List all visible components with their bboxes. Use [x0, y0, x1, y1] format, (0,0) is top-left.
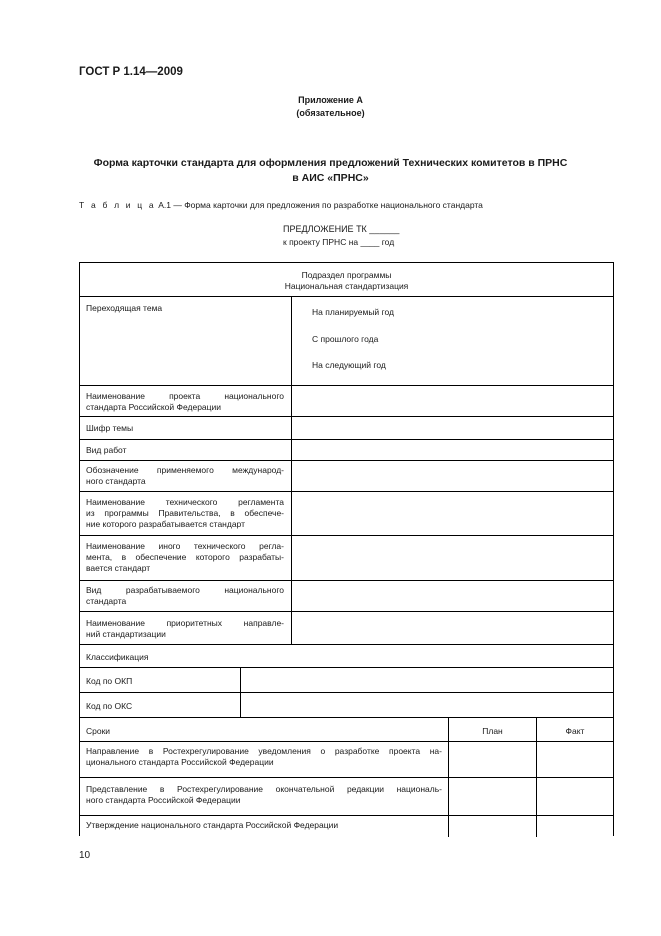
option-previous-year: С прошлого года — [312, 334, 379, 344]
option-next-year: На следующий год — [312, 360, 386, 370]
oks-code-label: Код по ОКС — [86, 701, 133, 711]
okp-code-label: Код по ОКП — [86, 676, 133, 686]
priority-directions-label-line2: ний стандартизации — [86, 629, 166, 639]
proposal-title: ПРЕДЛОЖЕНИЕ ТК ______ — [283, 224, 400, 234]
gov-regulation-label-line2: из программы Правительства, в обеспече- — [86, 508, 284, 518]
national-standardization-label: Национальная стандартизация — [284, 281, 409, 291]
project-name-label-line1: Наименование проекта национального — [86, 391, 284, 401]
option-planned-year: На планируемый год — [312, 307, 394, 317]
standard-type-label-line1: Вид разрабатываемого национального — [86, 585, 284, 595]
term-notification-line1: Направление в Ростехрегулирование уведомления о разработке проекта на- — [86, 746, 442, 756]
classification-label: Классификация — [86, 652, 149, 662]
intl-standard-label-line2: ного стандарта — [86, 476, 146, 486]
gov-regulation-label-line1: Наименование технического регламента — [86, 497, 284, 507]
appendix-title: Приложение А — [298, 95, 363, 105]
term-final-edition-line2: ного стандарта Российской Федерации — [86, 795, 241, 805]
priority-directions-label-line1: Наименование приоритетных направле- — [86, 618, 284, 628]
table-caption-text: А.1 — Форма карточки для предложения по разработке национального стандарта — [155, 200, 483, 210]
table-caption — [79, 200, 483, 210]
document-title-line1: Форма карточки стандарта для оформления предложений Технических комитетов в ПРНС — [93, 157, 568, 169]
fact-column-header: Факт — [565, 726, 585, 736]
standard-code: ГОСТ Р 1.14—2009 — [79, 66, 183, 78]
plan-column-header: План — [482, 726, 503, 736]
other-regulation-label-line1: Наименование иного технического регла- — [86, 541, 284, 551]
page-number: 10 — [79, 850, 91, 861]
program-subsection-label: Подраздел программы — [301, 270, 392, 280]
carryover-topic-label: Переходящая тема — [86, 303, 163, 313]
topic-code-label: Шифр темы — [86, 423, 134, 433]
terms-label: Сроки — [86, 726, 111, 736]
work-type-label: Вид работ — [86, 445, 127, 455]
term-final-edition-line1: Представление в Ростехрегулирование окончательной редакции националь- — [86, 784, 442, 794]
other-regulation-label-line2: мента, в обеспечение которого разрабаты- — [86, 552, 284, 562]
term-approval: Утверждение национального стандарта Российской Федерации — [86, 820, 339, 830]
document-title-line2: в АИС «ПРНС» — [292, 172, 369, 184]
table-caption-prefix: Т а б л и ц а — [79, 200, 156, 210]
proposal-subtitle: к проекту ПРНС на ____ год — [283, 237, 395, 247]
appendix-note: (обязательное) — [296, 108, 365, 118]
project-name-label-line2: стандарта Российской Федерации — [86, 402, 222, 412]
term-notification-line2: ционального стандарта Российской Федерации — [86, 757, 274, 767]
intl-standard-label-line1: Обозначение применяемого международ- — [86, 465, 284, 475]
other-regulation-label-line3: вается стандарт — [86, 563, 151, 573]
standard-type-label-line2: стандарта — [86, 596, 127, 606]
gov-regulation-label-line3: ние которого разрабатывается стандарт — [86, 519, 245, 529]
proposal-card-table — [79, 262, 614, 836]
